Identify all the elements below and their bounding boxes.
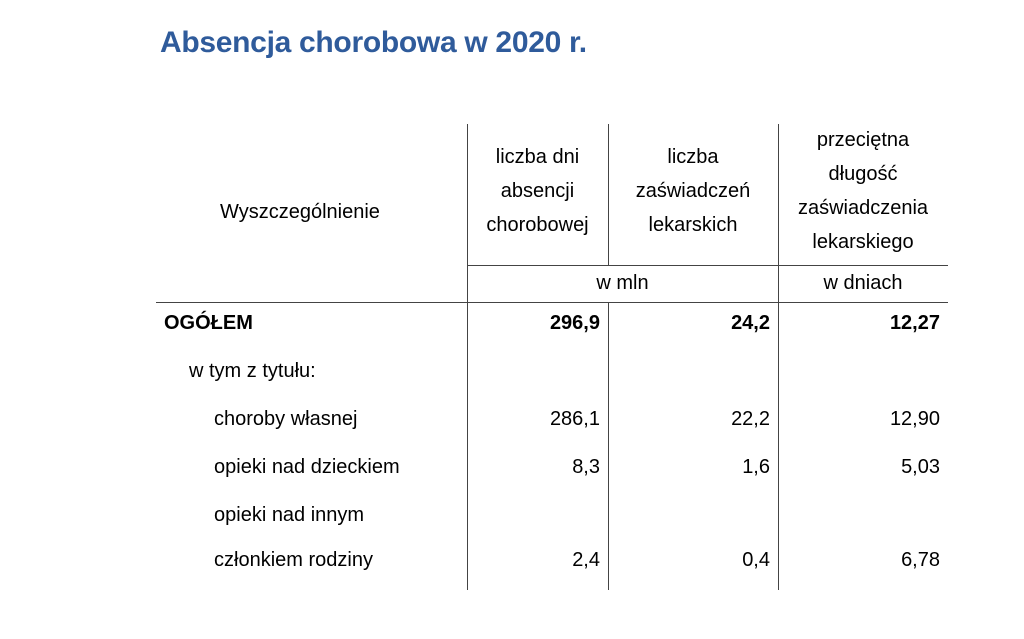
header-bottom-divider — [156, 302, 948, 303]
column-header-line: liczba — [667, 146, 719, 168]
cell-family-care-duration: 6,78 — [901, 549, 940, 571]
column-header-duration — [778, 122, 948, 260]
column-header-line: lekarskiego — [812, 231, 914, 253]
row-label-family-care-line2: członkiem rodziny — [214, 549, 373, 571]
cell-total-duration: 12,27 — [889, 312, 940, 334]
unit-mln: w mln — [596, 272, 649, 294]
column-header-days — [467, 140, 608, 242]
row-label-child-care: opieki nad dzieckiem — [214, 456, 400, 478]
cell-child-care-certificates: 1,6 — [742, 456, 770, 478]
cell-child-care-days: 8,3 — [572, 456, 600, 478]
column-header-line: długość — [828, 163, 898, 185]
row-label-subheading: w tym z tytułu: — [189, 360, 316, 382]
column-header-line: liczba dni — [495, 146, 580, 168]
column-header-line: zaświadczenia — [797, 197, 929, 219]
column-header-line: przeciętna — [816, 129, 910, 151]
cell-child-care-duration: 5,03 — [901, 456, 940, 478]
column-header-line: lekarskich — [648, 214, 738, 236]
cell-family-care-certificates: 0,4 — [742, 549, 770, 571]
column-header-line: absencji — [500, 180, 575, 202]
cell-family-care-days: 2,4 — [572, 549, 600, 571]
column-header-certificates — [608, 140, 778, 242]
row-label-family-care-line1: opieki nad innym — [214, 504, 365, 526]
row-label-header: Wyszczególnienie — [220, 201, 380, 223]
page-title: Absencja chorobowa w 2020 r. — [160, 26, 587, 59]
cell-own-illness-days: 286,1 — [549, 408, 600, 430]
row-label-own-illness: choroby własnej — [214, 408, 358, 430]
cell-total-certificates: 24,2 — [731, 312, 770, 334]
column-header-line: zaświadczeń — [635, 180, 751, 202]
unit-days: w dniach — [823, 272, 903, 294]
cell-own-illness-duration: 12,90 — [889, 408, 940, 430]
column-header-line: chorobowej — [486, 214, 589, 236]
row-label-total: OGÓŁEM — [164, 312, 253, 334]
cell-own-illness-certificates: 22,2 — [731, 408, 770, 430]
cell-total-days: 296,9 — [549, 312, 600, 334]
